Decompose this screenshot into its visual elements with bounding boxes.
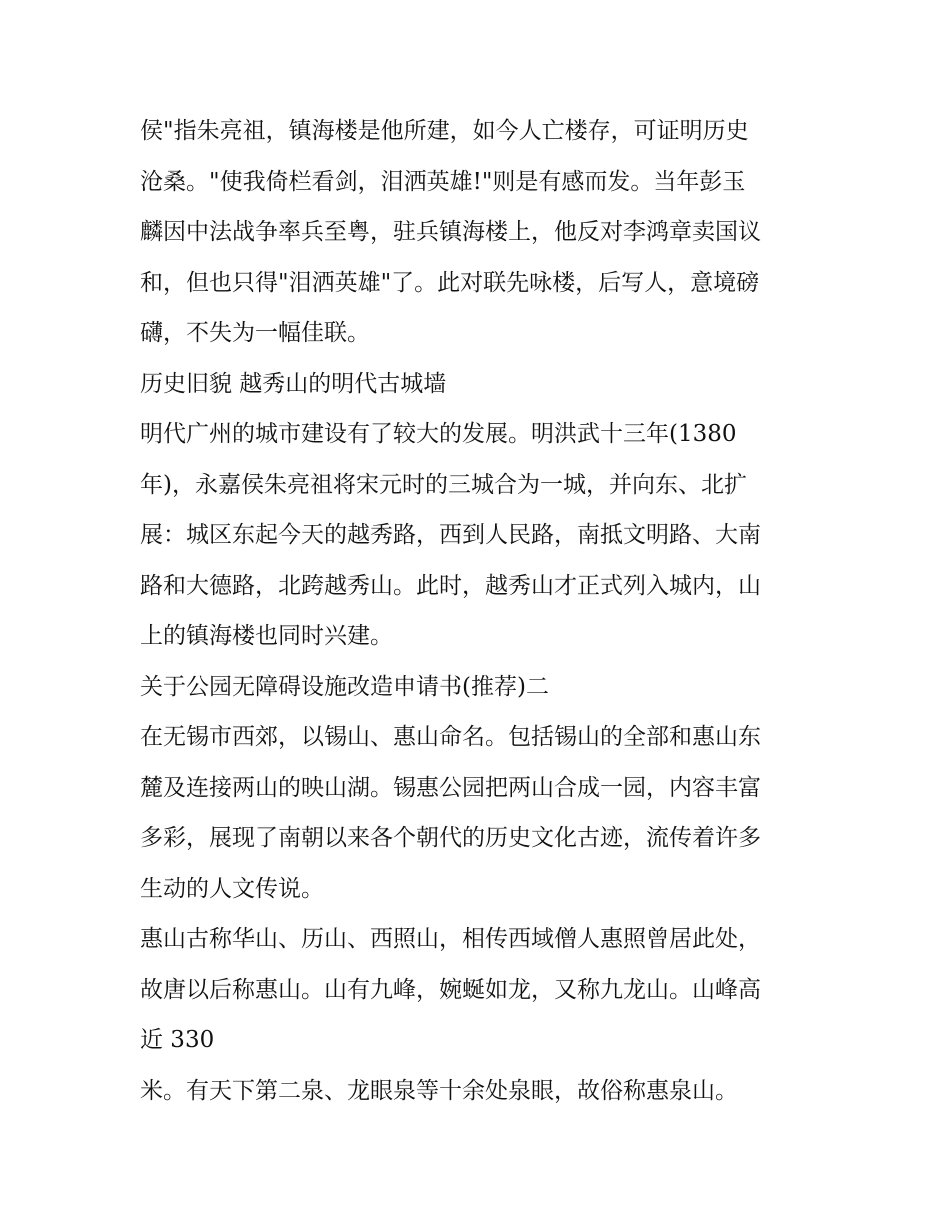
text-line: 侯"指朱亮祖，镇海楼是他所建，如今人亡楼存，可证明历史 [140, 118, 749, 144]
text-line: 和，但也只得"泪洒英雄"了。此对联先咏楼，后写人，意境磅 [140, 269, 760, 296]
text-line: 近 330 [140, 1027, 215, 1053]
text-line: 惠山古称华山、历山、西照山，相传西域僧人惠照曾居此处， [140, 926, 761, 952]
text-line: 礴，不失为一幅佳联。 [140, 320, 370, 346]
text-line: 沧桑。"使我倚栏看剑，泪洒英雄!"则是有感而发。当年彭玉 [140, 168, 746, 195]
text-line: 年)，永嘉侯朱亮祖将宋元时的三城合为一城，并向东、北扩 [140, 471, 747, 498]
text-line: 在无锡市西郊，以锡山、惠山命名。包括锡山的全部和惠山东 [140, 724, 761, 750]
text-line: 麓及连接两山的映山湖。锡惠公园把两山合成一园，内容丰富 [140, 774, 761, 801]
text-line: 路和大德路，北跨越秀山。此时，越秀山才正式列入城内，山 [140, 572, 761, 599]
section-heading: 关于公园无障碍设施改造申请书(推荐)二 [140, 673, 549, 700]
text-line: 明代广州的城市建设有了较大的发展。明洪武十三年(1380 [140, 421, 737, 447]
text-line: 麟因中法战争率兵至粤，驻兵镇海楼上，他反对李鸿章卖国议 [140, 219, 761, 245]
text-line: 米。有天下第二泉、龙眼泉等十余处泉眼，故俗称惠泉山。 [140, 1077, 738, 1104]
document-body [140, 106, 820, 1116]
text-line: 上的镇海楼也同时兴建。 [140, 623, 393, 649]
text-line: 生动的人文传说。 [140, 875, 324, 902]
text-line: 展：城区东起今天的越秀路，西到人民路，南抵文明路、大南 [140, 522, 761, 548]
text-line: 多彩，展现了南朝以来各个朝代的历史文化古迹，流传着许多 [140, 825, 761, 851]
section-heading: 历史旧貌 越秀山的明代古城墙 [140, 370, 447, 397]
text-line: 故唐以后称惠山。山有九峰，婉蜒如龙，又称九龙山。山峰高 [140, 976, 761, 1003]
